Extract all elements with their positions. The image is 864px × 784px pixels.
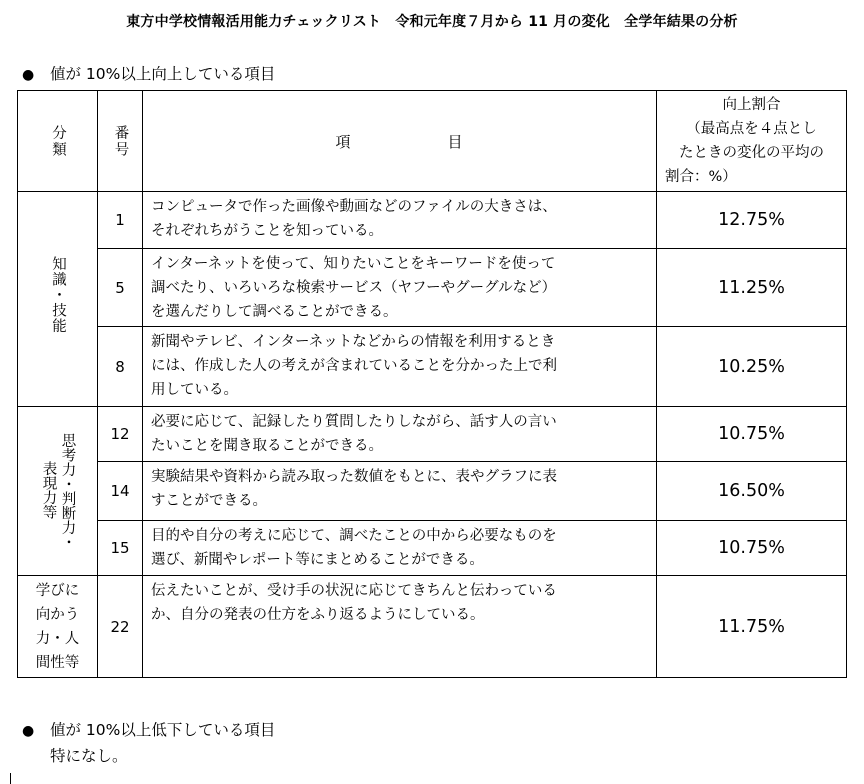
item-description: 実験結果や資料から読み取った数値をもとに、表やグラフに表 すことができる。: [143, 462, 657, 521]
item-percentage: 11.75%: [657, 576, 847, 678]
header-category: 分類: [18, 91, 98, 192]
improvement-table: [17, 90, 847, 678]
item-percentage: 16.50%: [657, 462, 847, 521]
item-number: 12: [98, 407, 143, 462]
table-row: [18, 521, 847, 576]
category-attitude: 学びに 向かう 力・人 間性等: [18, 576, 98, 678]
section-heading-decreased: [22, 718, 275, 740]
table-row: [18, 576, 847, 678]
item-description: 必要に応じて、記録したり質問したりしながら、話す人の言い たいことを聞き取ることができる。: [143, 407, 657, 462]
item-description: インターネットを使って、知りたいことをキーワードを使って 調べたり、いろいろな検索サービス（ヤフーやグーグルなど） を選んだりして調べることができる。: [143, 249, 657, 327]
table-header-row: [18, 91, 847, 192]
item-percentage: 11.25%: [657, 249, 847, 327]
header-number: 番号: [98, 91, 143, 192]
bullet-icon: ●: [22, 723, 35, 739]
item-description: コンピュータで作った画像や動画などのファイルの大きさは、 それぞれちがうことを知っている。: [143, 192, 657, 249]
item-number: 8: [98, 327, 143, 407]
item-number: 15: [98, 521, 143, 576]
section-heading-improved: [22, 62, 275, 84]
item-percentage: 12.75%: [657, 192, 847, 249]
item-percentage: 10.75%: [657, 407, 847, 462]
item-description: 伝えたいことが、受け手の状況に応じてきちんと伝わっている か、自分の発表の仕方をふり返るようにしている。: [143, 576, 657, 678]
table-row: [18, 407, 847, 462]
table-row: [18, 249, 847, 327]
category-thinking: 思考力・判断力・ 表現力等: [18, 407, 98, 576]
item-number: 22: [98, 576, 143, 678]
item-number: 5: [98, 249, 143, 327]
document-title: 東方中学校情報活用能力チェックリスト 令和元年度７月から 11 月の変化 全学年結果の分析: [126, 14, 738, 30]
header-percentage: 向上割合 （最高点を４点とし たときの変化の平均の 割合：%）: [657, 91, 847, 192]
item-number: 14: [98, 462, 143, 521]
bullet-icon: ●: [22, 67, 35, 83]
table-row: [18, 192, 847, 249]
item-number: 1: [98, 192, 143, 249]
section-heading-text: 値が 10%以上向上している項目: [50, 65, 276, 83]
item-description: 新聞やテレビ、インターネットなどからの情報を利用するとき には、作成した人の考えが含まれていることを分かった上で利 用している。: [143, 327, 657, 407]
item-percentage: 10.25%: [657, 327, 847, 407]
category-knowledge: 知識・技能: [18, 192, 98, 407]
none-text: 特になし。: [50, 747, 128, 765]
section-heading-text: 値が 10%以上低下している項目: [50, 721, 276, 739]
page-edge-mark: [10, 773, 11, 784]
table-row: [18, 327, 847, 407]
table-row: [18, 462, 847, 521]
item-percentage: 10.75%: [657, 521, 847, 576]
item-description: 目的や自分の考えに応じて、調べたことの中から必要なものを 選び、新聞やレポート等にまとめることができる。: [143, 521, 657, 576]
header-item: 項 目: [143, 91, 657, 192]
